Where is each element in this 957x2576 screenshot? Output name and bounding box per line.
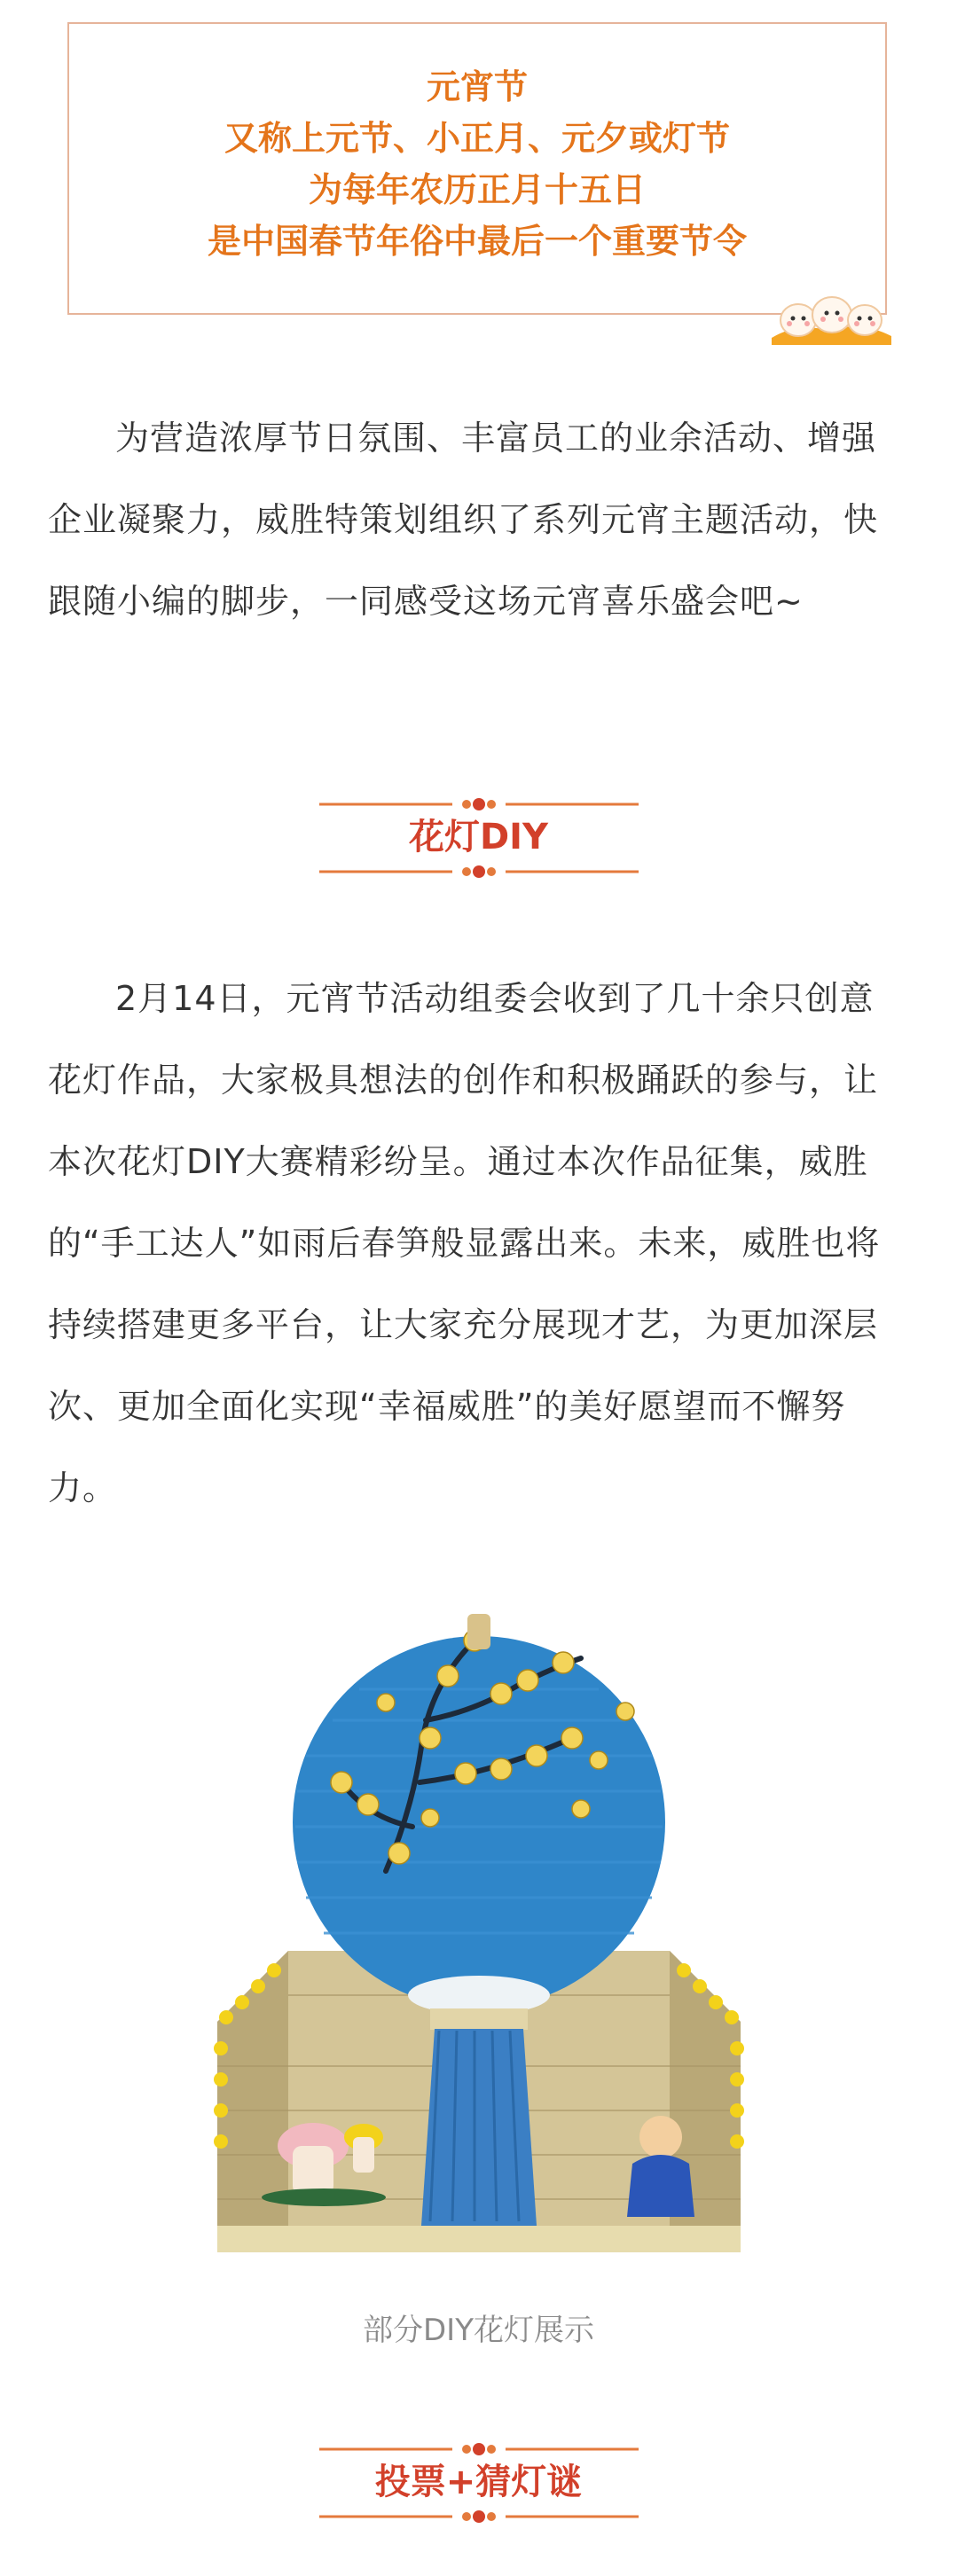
intro-line-1: 元宵节	[426, 67, 528, 106]
intro-text	[69, 61, 885, 267]
lantern-diy-paragraph: 2月14日，元宵节活动组委会收到了几十余只创意花灯作品，大家极具想法的创作和积极踊跃的参与，让本次花灯DIY大赛精彩纷呈。通过本次作品征集，威胜的“手工达人”如雨后春笋般显露出来。未来，威胜也将持续搭建更多平台，让大家充分展现才艺，为更加深层次、更加全面化实现“幸福威胜”的美好愿望而不懈努力。	[48, 979, 881, 1507]
photo-caption: 部分DIY花灯展示	[363, 2313, 594, 2348]
diy-lantern-photo	[208, 1605, 749, 2288]
intro-line-3: 为每年农历正月十五日	[308, 170, 646, 209]
intro-box	[67, 22, 887, 315]
intro-paragraph: 为营造浓厚节日氛围、丰富员工的业余活动、增强企业凝聚力，威胜特策划组织了系列元宵主题活动，快跟随小编的脚步，一同感受这场元宵喜乐盛会吧~	[48, 419, 879, 621]
tangyuan-mascots-icon	[763, 269, 896, 348]
intro-line-4: 是中国春节年俗中最后一个重要节令	[207, 222, 747, 261]
intro-line-2: 又称上元节、小正月、元夕或灯节	[224, 119, 730, 158]
ornament-line-bottom-icon	[319, 2502, 639, 2532]
section-title: 花灯DIY	[408, 817, 549, 857]
section-heading-vote-riddles	[0, 2434, 957, 2532]
ornament-line-bottom-icon	[319, 857, 639, 887]
section-title: 投票+猜灯谜	[374, 2462, 583, 2502]
section-heading-lantern-diy	[0, 789, 957, 887]
